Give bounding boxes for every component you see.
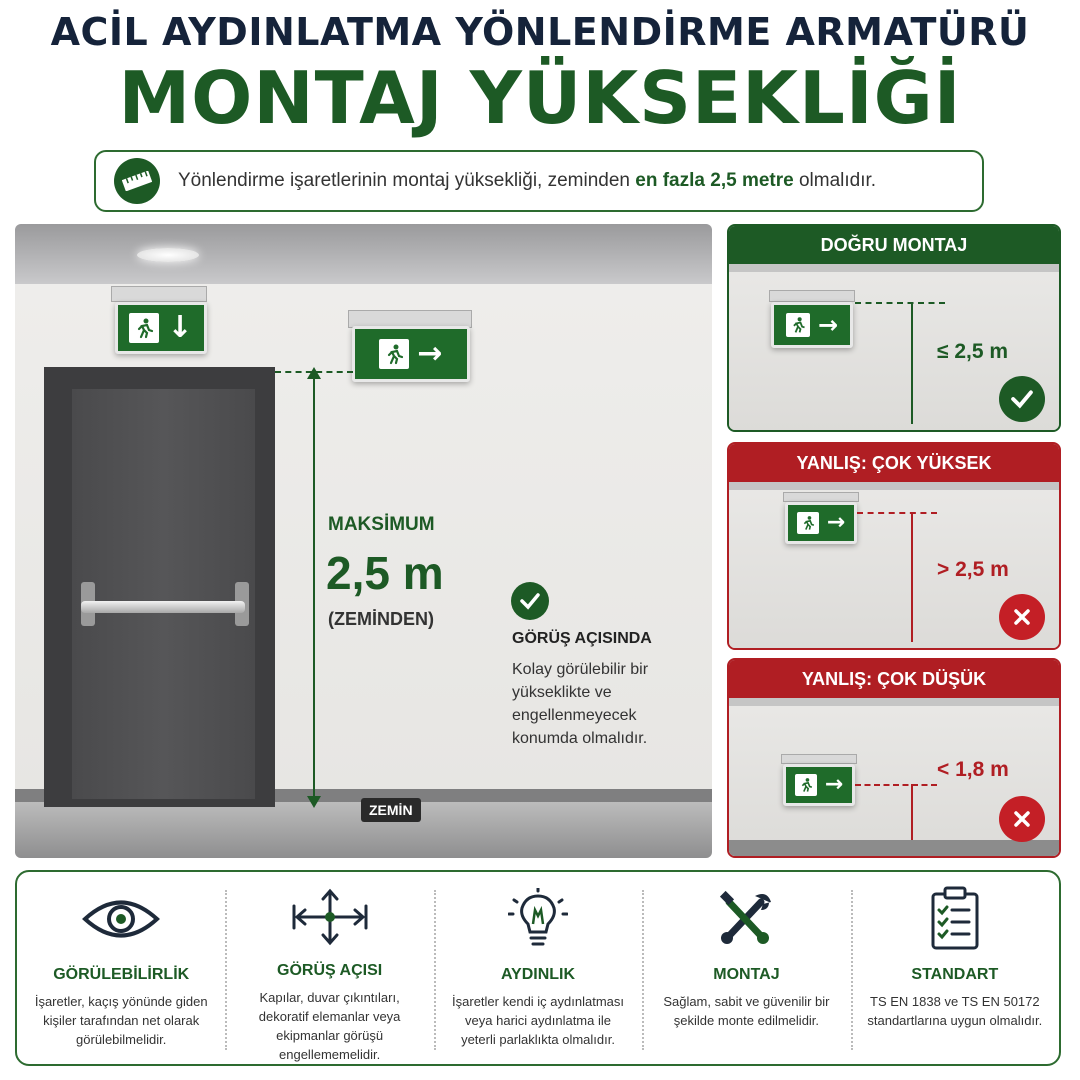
panel-dash: [857, 512, 937, 514]
rule-text: Yönlendirme işaretlerinin montaj yüksekliği, zeminden en fazla 2,5 metre olmalıdır.: [178, 170, 877, 191]
panel-value: > 2,5 m: [937, 558, 1009, 581]
sign-mount: [781, 754, 857, 764]
tools-icon: [715, 886, 777, 952]
sign-mount: [783, 492, 859, 502]
arrow-right-icon: →: [826, 510, 846, 535]
exit-sign: [771, 302, 853, 348]
panic-bar: [81, 601, 245, 613]
floor-label: ZEMİN: [361, 798, 421, 822]
panel-correct: [727, 224, 1061, 432]
panel-too-high: [727, 442, 1061, 650]
exit-sign-down: [115, 302, 207, 354]
running-man-icon: [795, 774, 817, 796]
feature-standard: [851, 872, 1059, 1064]
arrow-down-icon: ↓: [167, 310, 193, 345]
running-man-icon: [379, 339, 409, 369]
feature-text: İşaretler, kaçış yönünde giden kişiler tarafından net olarak görülebilmelidir.: [34, 994, 208, 1047]
height-dimension-line: [313, 372, 315, 805]
panel-dash: [855, 302, 945, 304]
feature-visibility: [17, 872, 225, 1064]
feature-lighting: [434, 872, 642, 1064]
features-strip: [15, 870, 1061, 1066]
feature-title: AYDINLIK: [500, 966, 576, 983]
arrow-down-icon: [307, 796, 321, 808]
sign-mount: [769, 290, 855, 302]
feature-mounting: [642, 872, 850, 1064]
check-icon: [511, 582, 549, 620]
exit-sign: [783, 764, 855, 806]
arrow-right-icon: →: [417, 336, 443, 371]
feature-title: GÖRÜŞ AÇISI: [277, 962, 383, 979]
cross-icon: [999, 796, 1045, 842]
arrow-right-icon: →: [824, 772, 844, 797]
check-icon: [999, 376, 1045, 422]
panel-too-low: [727, 658, 1061, 858]
panel-dimension-line: [911, 302, 913, 424]
exit-sign: [785, 502, 857, 544]
corridor-scene: [15, 224, 712, 858]
arrows-icon: [290, 886, 370, 948]
arrow-up-icon: [307, 367, 321, 379]
running-man-icon: [786, 313, 810, 337]
eye-icon: [81, 886, 161, 952]
feature-title: GÖRÜLEBİLİRLİK: [53, 966, 190, 983]
panel-dash: [855, 784, 937, 786]
rule-emphasis: en fazla 2,5 metre: [635, 170, 794, 191]
ruler-icon: [114, 158, 160, 204]
bulb-icon: [508, 886, 568, 952]
title-line-2: MONTAJ YÜKSEKLİĞİ: [118, 56, 962, 140]
max-sub: (ZEMİNDEN): [328, 609, 434, 629]
running-man-icon: [129, 313, 159, 343]
view-text: Kolay görülebilir bir yükseklikte ve engellenmeyecek konumda olmalıdır.: [512, 661, 649, 747]
panel-value: < 1,8 m: [937, 758, 1009, 781]
arrow-right-icon: →: [817, 311, 839, 339]
feature-text: TS EN 1838 ve TS EN 50172 standartlarına uygun olmalıdır.: [867, 994, 1043, 1028]
title-line-1: ACİL AYDINLATMA YÖNLENDİRME ARMATÜRÜ: [50, 10, 1030, 54]
feature-title: STANDART: [911, 966, 999, 983]
panel-title: YANLIŞ: ÇOK DÜŞÜK: [729, 660, 1059, 698]
max-label: MAKSİMUM: [328, 514, 435, 535]
view-title: GÖRÜŞ AÇISINDA: [512, 630, 652, 647]
clipboard-icon: [929, 886, 981, 952]
exit-sign-right: [352, 326, 470, 382]
cross-icon: [999, 594, 1045, 640]
feature-text: Kapılar, duvar çıkıntıları, dekoratif elemanlar veya ekipmanlar görüşü engellememelidir.: [258, 990, 401, 1062]
panel-ceiling: [729, 698, 1059, 706]
panel-ceiling: [729, 264, 1059, 272]
ceiling-light: [137, 248, 199, 262]
panel-floor: [729, 840, 1059, 858]
feature-text: Sağlam, sabit ve güvenilir bir şekilde monte edilmelidir.: [663, 994, 830, 1028]
panel-value: ≤ 2,5 m: [937, 340, 1009, 363]
panel-dimension-line: [911, 784, 913, 840]
rule-banner: [94, 150, 984, 212]
panel-dimension-line: [911, 512, 913, 642]
panel-ceiling: [729, 482, 1059, 490]
feature-view-angle: [225, 872, 433, 1064]
door: [72, 389, 255, 799]
sign-mount: [111, 286, 207, 302]
ceiling: [15, 224, 712, 284]
feature-text: İşaretler kendi iç aydınlatması veya harici aydınlatma ile yeterli parlaklıkta olmalıdır.: [452, 994, 624, 1047]
feature-title: MONTAJ: [713, 966, 780, 983]
max-value: 2,5 m: [326, 547, 444, 599]
panel-title: YANLIŞ: ÇOK YÜKSEK: [729, 444, 1059, 482]
panel-title: DOĞRU MONTAJ: [729, 226, 1059, 264]
running-man-icon: [797, 512, 819, 534]
